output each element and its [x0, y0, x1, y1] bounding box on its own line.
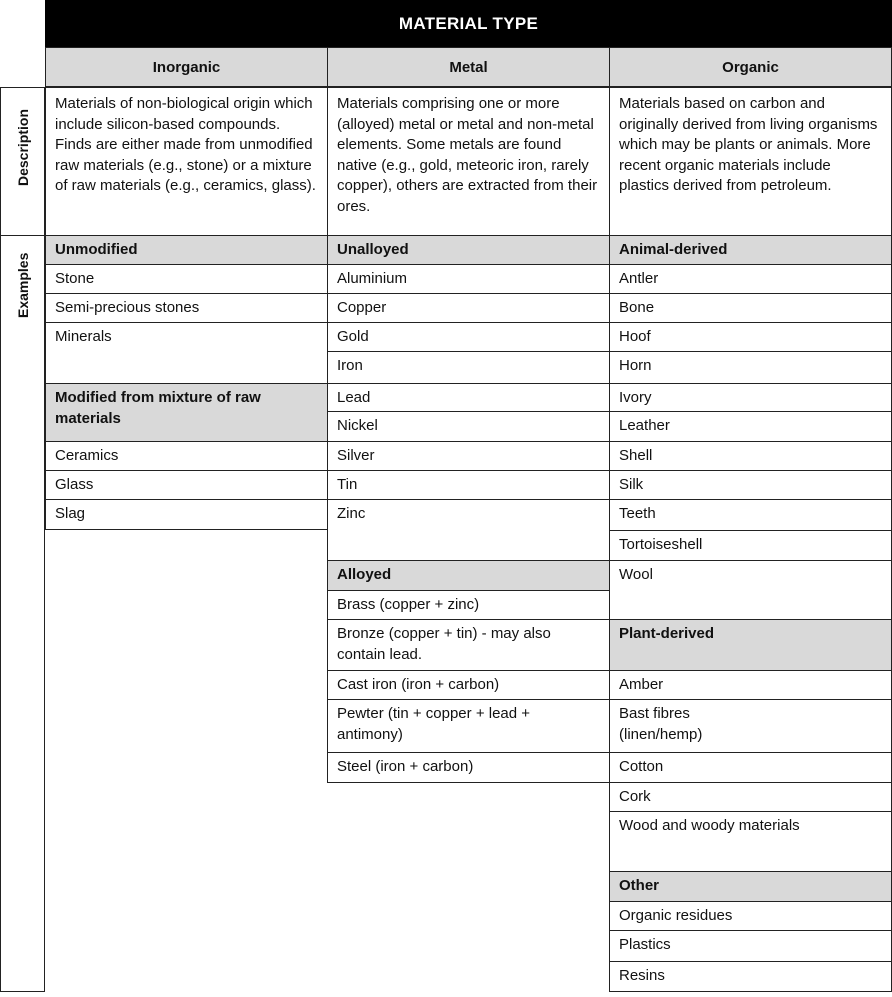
- list-item: Teeth: [609, 499, 892, 531]
- list-item: Horn: [609, 351, 892, 384]
- list-item: Antler: [609, 264, 892, 294]
- list-item: Gold: [327, 322, 610, 352]
- list-item: Ceramics: [45, 441, 328, 471]
- list-item: Silver: [327, 441, 610, 471]
- row-label-description-box: [0, 87, 45, 236]
- list-item: Ivory: [609, 383, 892, 412]
- group-heading-unalloyed: Unalloyed: [327, 235, 610, 265]
- list-item: Pewter (tin + copper + lead + antimony): [327, 699, 610, 753]
- list-item: Steel (iron + carbon): [327, 752, 610, 783]
- row-label-description: Description: [15, 108, 31, 186]
- description-inorganic: Materials of non-biological origin which include silicon-based compounds. Finds are either made from unmodified raw materials (e.g., stone) or a mixture of raw materials (e.g., ceramics, glass).: [45, 87, 328, 236]
- list-item: Shell: [609, 441, 892, 471]
- list-item: Cork: [609, 782, 892, 812]
- row-label-examples: Examples: [15, 252, 31, 318]
- column-header-inorganic: Inorganic: [45, 47, 328, 87]
- list-item: Hoof: [609, 322, 892, 352]
- group-heading-unmodified: Unmodified: [45, 235, 328, 265]
- list-item: Resins: [609, 961, 892, 992]
- description-organic: Materials based on carbon and originally derived from living organisms which may be plants or animals. More recent organic materials include plastics derived from petroleum.: [609, 87, 892, 236]
- list-item: Copper: [327, 293, 610, 323]
- list-item: Tin: [327, 470, 610, 500]
- list-item: Leather: [609, 411, 892, 442]
- list-item: Aluminium: [327, 264, 610, 294]
- table-title: MATERIAL TYPE: [45, 0, 892, 47]
- list-item: Bronze (copper + tin) - may also contain lead.: [327, 619, 610, 671]
- group-heading-plant-derived: Plant-derived: [609, 619, 892, 671]
- list-item: Glass: [45, 470, 328, 500]
- list-item: Wood and woody materials: [609, 811, 892, 872]
- list-item: Tortoiseshell: [609, 530, 892, 561]
- list-item: Zinc: [327, 499, 610, 561]
- list-item: Brass (copper + zinc): [327, 590, 610, 620]
- list-item: Bast fibres (linen/hemp): [609, 699, 892, 753]
- list-item: Cast iron (iron + carbon): [327, 670, 610, 700]
- list-item: Semi-precious stones: [45, 293, 328, 323]
- list-item: Bone: [609, 293, 892, 323]
- group-heading-alloyed: Alloyed: [327, 560, 610, 591]
- list-item: Nickel: [327, 411, 610, 442]
- list-item: Iron: [327, 351, 610, 384]
- list-item: Minerals: [45, 322, 328, 384]
- list-item: Lead: [327, 383, 610, 412]
- list-item: Stone: [45, 264, 328, 294]
- list-item: Silk: [609, 470, 892, 500]
- group-heading-animal-derived: Animal-derived: [609, 235, 892, 265]
- group-heading-other: Other: [609, 871, 892, 902]
- description-metal: Materials comprising one or more (alloyed) metal or metal and non-metal elements. Some metals are found native (e.g., gold, meteoric iron, rarely copper), others are extracted from their ores.: [327, 87, 610, 236]
- list-item: Plastics: [609, 930, 892, 962]
- row-label-examples-box: [0, 235, 45, 992]
- list-item: Wool: [609, 560, 892, 620]
- group-heading-modified: Modified from mixture of raw materials: [45, 383, 328, 442]
- list-item: Cotton: [609, 752, 892, 783]
- column-header-organic: Organic: [609, 47, 892, 87]
- list-item: Slag: [45, 499, 328, 530]
- list-item: Amber: [609, 670, 892, 700]
- column-header-metal: Metal: [327, 47, 610, 87]
- list-item: Organic residues: [609, 901, 892, 931]
